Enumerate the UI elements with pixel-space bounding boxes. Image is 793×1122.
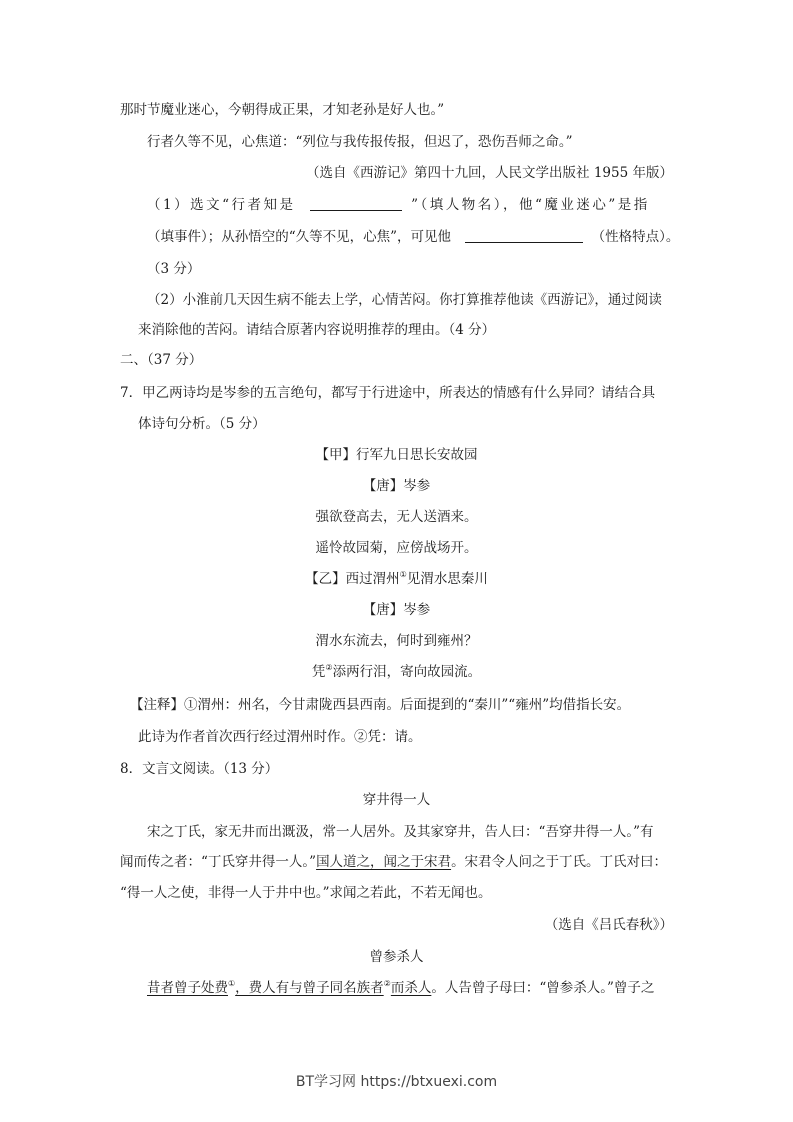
- answer-blank[interactable]: [465, 228, 583, 243]
- poem-title-part: 见渭水思秦川: [406, 571, 488, 587]
- passage-title: 穿井得一人: [362, 792, 431, 808]
- footnote-marker: ②: [325, 663, 333, 672]
- underlined-text: 而杀人: [390, 980, 432, 996]
- poem-line: 强欲登高去，无人送酒来。: [315, 509, 478, 525]
- text-line: （2）小淮前几天因生病不能去上学，心情苦闷。你打算推荐他读《西游记》，通过阅读: [147, 292, 662, 308]
- poem-line-part: 添两行泪，寄向故园流。: [332, 664, 482, 680]
- passage-text: 。人告曾子母曰：“曾参杀人。”曾子之: [431, 980, 655, 996]
- poem-title-part: 【乙】西过渭州: [305, 571, 400, 587]
- footnote-marker: ①: [228, 979, 236, 988]
- footnote-marker: ②: [383, 979, 391, 988]
- question-8-heading: 8．文言文阅读。（13 分）: [120, 761, 279, 777]
- answer-blank[interactable]: [310, 196, 402, 211]
- passage-title: 曾参杀人: [369, 949, 424, 965]
- underlined-text: ，费人有与曾子同名族者: [235, 980, 384, 996]
- text-line: （性格特点）。: [591, 229, 680, 245]
- annotation: 【注释】①渭州：州名，今甘肃陇西县西南。后面提到的“秦川”“雍州”均借指长安。: [130, 697, 631, 713]
- text-line: ”（填人物名），他“魔业迷心”是指: [411, 197, 650, 213]
- poem-title: [0, 570, 793, 588]
- text-line: （填事件）；从孙悟空的“久等不见，心焦”，可见他: [147, 229, 452, 245]
- question-1-line: [147, 228, 679, 246]
- text-line: （1）选文“行者知是: [147, 197, 296, 213]
- poem-title: 【甲】行军九日思长安故园: [315, 447, 478, 463]
- underlined-text: 处费: [201, 980, 228, 996]
- poem-line: [0, 663, 793, 681]
- source-citation: （选自《西游记》第四十九回，人民文学出版社 1955 年版）: [306, 165, 673, 181]
- poem-line-part: 凭: [311, 664, 326, 680]
- question-1-line: [147, 196, 650, 214]
- text-line: 行者久等不见，心焦道：“列位与我传报传报，但迟了，恐伤吾师之命。”: [147, 134, 573, 150]
- underlined-sentence: 国人道之，闻之于宋君: [316, 854, 452, 870]
- poem-line: 遥怜故园菊，应傍战场开。: [315, 540, 478, 556]
- text-line: 7．甲乙两诗均是岑参的五言绝句，都写于行进途中，所表达的情感有什么异同？请结合具: [120, 385, 656, 401]
- passage-text: 。宋君令人问之于丁氏。丁氏对曰：: [451, 854, 668, 870]
- poem-author: 【唐】岑参: [362, 478, 431, 494]
- source-citation: （选自《吕氏春秋》）: [544, 917, 673, 933]
- annotation: 此诗为作者首次西行经过渭州时作。②凭：请。: [138, 729, 422, 745]
- passage-text: 闻而传之者：“丁氏穿井得一人。”: [120, 854, 317, 870]
- passage-line: “得一人之使，非得一人于井中也。”求闻之若此，不若无闻也。: [120, 885, 492, 901]
- text-line: 体诗句分析。（5 分）: [138, 416, 266, 432]
- text-line: 那时节魔业迷心，今朝得成正果，才知老孙是好人也。”: [120, 102, 445, 118]
- passage-line: [120, 853, 667, 871]
- text-line: 来消除他的苦闷。请结合原著内容说明推荐的理由。（4 分）: [138, 322, 496, 338]
- poem-line: 渭水东流去，何时到雍州？: [315, 633, 478, 649]
- passage-line: 宋之丁氏，家无井而出溉汲，常一人居外。及其家穿井，告人曰：“吾穿井得一人。”有: [147, 824, 654, 840]
- poem-author: 【唐】岑参: [362, 602, 431, 618]
- score-label: （3 分）: [147, 261, 201, 277]
- footer-watermark[interactable]: BT学习网 https://btxuexi.com: [295, 1074, 498, 1090]
- section-heading: 二、（37 分）: [120, 352, 203, 368]
- passage-line: [147, 979, 654, 997]
- footnote-marker: ①: [399, 570, 407, 579]
- underlined-text: 昔者曾子: [147, 980, 201, 996]
